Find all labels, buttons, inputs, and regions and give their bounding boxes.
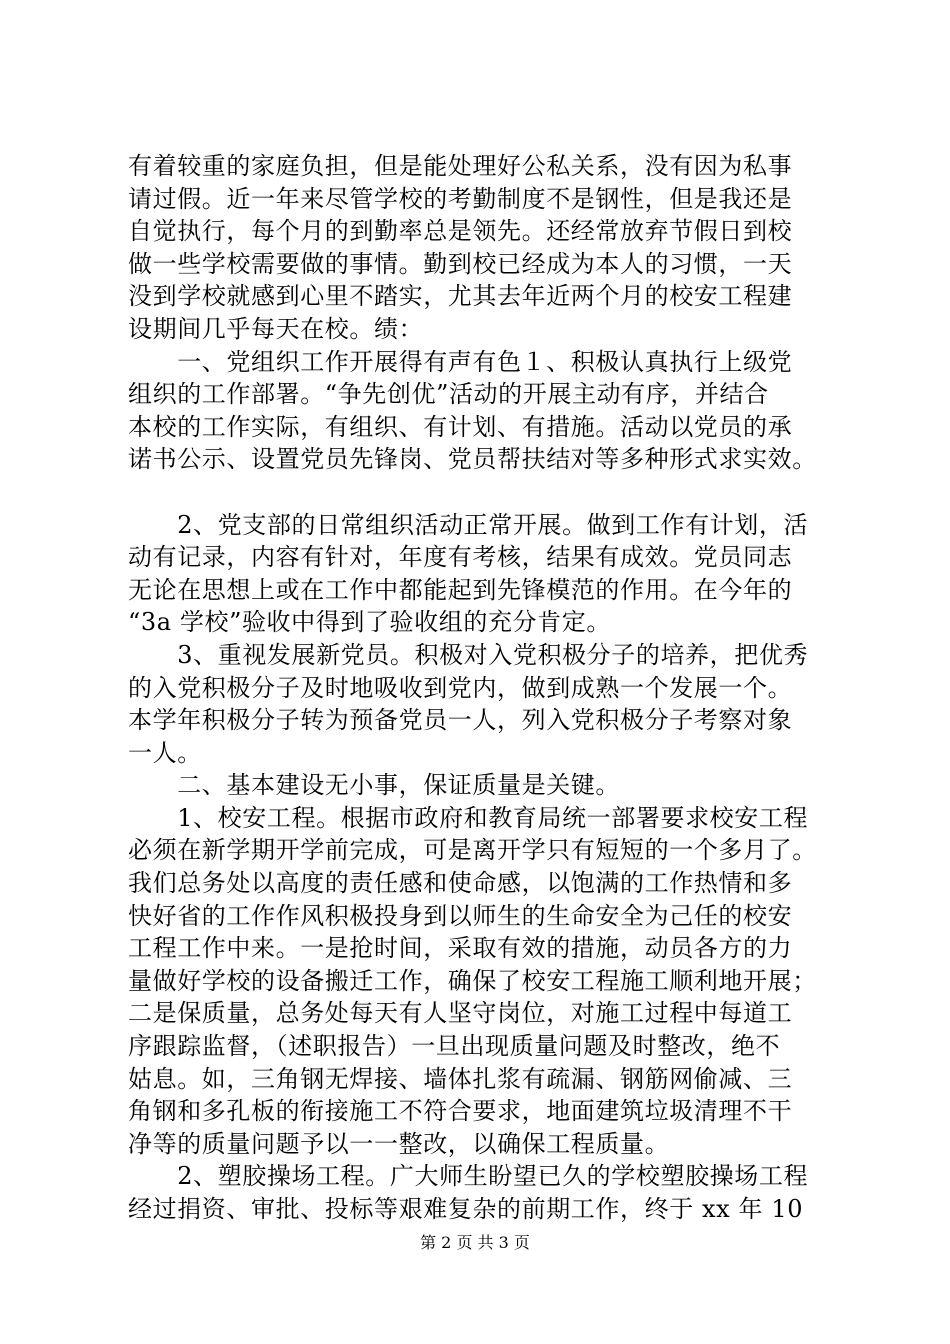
text-line: 3、重视发展新党员。积极对入党积极分子的培养，把优秀 <box>128 640 809 669</box>
text-line: 一人。 <box>128 738 202 767</box>
text-line: 角钢和多孔板的衔接施工不符合要求，地面建筑垃圾清理不干 <box>128 1097 793 1126</box>
blank-line <box>128 476 848 509</box>
page-footer: 第 2 页 共 3 页 <box>420 1233 530 1252</box>
text-line: 2、塑胶操场工程。广大师生盼望已久的学校塑胶操场工程 <box>128 1162 809 1191</box>
text-line: 姑息。如，三角钢无焊接、墙体扎浆有疏漏、钢筋网偷减、三 <box>128 1064 793 1093</box>
text-line: 本校的工作实际，有组织、有计划、有措施。活动以党员的承 <box>128 412 793 441</box>
text-line: 二、基本建设无小事，保证质量是关键。 <box>128 771 620 800</box>
text-line: 必须在新学期开学前完成，可是离开学只有短短的一个多月了。 <box>128 836 817 865</box>
text-line: 做一些学校需要做的事情。勤到校已经成为本人的习惯，一天 <box>128 249 793 278</box>
text-line: 经过捐资、审批、投标等艰难复杂的前期工作，终于 xx 年 10 <box>128 1195 804 1223</box>
text-line: 2、党支部的日常组织活动正常开展。做到工作有计划，活 <box>128 510 809 539</box>
text-line: 组织的工作部署。“争先创优”活动的开展主动有序，并结合 <box>128 380 769 409</box>
text-line: 的入党积极分子及时地吸收到党内，做到成熟一个发展一个。 <box>128 673 793 702</box>
text-line: 量做好学校的设备搬迁工作，确保了校安工程施工顺利地开展； <box>128 966 817 995</box>
document-body <box>128 150 848 1226</box>
text-line: 本学年积极分子转为预备党员一人，列入党积极分子考察对象 <box>128 706 793 735</box>
text-line: 1、校安工程。根据市政府和教育局统一部署要求校安工程 <box>128 803 809 832</box>
text-line: 自觉执行，每个月的到勤率总是领先。还经常放弃节假日到校 <box>128 217 793 246</box>
text-line: “3a 学校”验收中得到了验收组的充分肯定。 <box>128 608 611 637</box>
text-line: 快好省的工作作风积极投身到以师生的生命安全为己任的校安 <box>128 901 793 930</box>
text-line: 动有记录，内容有针对，年度有考核，结果有成效。党员同志 <box>128 543 793 572</box>
text-line: 没到学校就感到心里不踏实，尤其去年近两个月的校安工程建 <box>128 282 793 311</box>
text-line: 有着较重的家庭负担，但是能处理好公私关系，没有因为私事 <box>128 152 793 180</box>
text-line: 我们总务处以高度的责任感和使命感，以饱满的工作热情和多 <box>128 869 793 898</box>
text-line: 设期间几乎每天在校。绩： <box>128 314 424 343</box>
text-line: 二是保质量，总务处每天有人坚守岗位，对施工过程中每道工 <box>128 999 793 1028</box>
text-line: 一、党组织工作开展得有声有色１、积极认真执行上级党 <box>128 347 793 376</box>
text-line: 请过假。近一年来尽管学校的考勤制度不是钢性，但是我还是 <box>128 184 793 213</box>
text-line: 工程工作中来。一是抢时间，采取有效的措施，动员各方的力 <box>128 934 793 963</box>
text-line: 净等的质量问题予以一一整改，以确保工程质量。 <box>128 1129 670 1158</box>
text-line: 序跟踪监督，（述职报告）一旦出现质量问题及时整改，绝不 <box>128 1032 781 1061</box>
text-line: 诺书公示、设置党员先锋岗、党员帮扶结对等多种形式求实效。 <box>128 445 817 474</box>
text-line: 无论在思想上或在工作中都能起到先锋模范的作用。在今年的 <box>128 575 793 604</box>
